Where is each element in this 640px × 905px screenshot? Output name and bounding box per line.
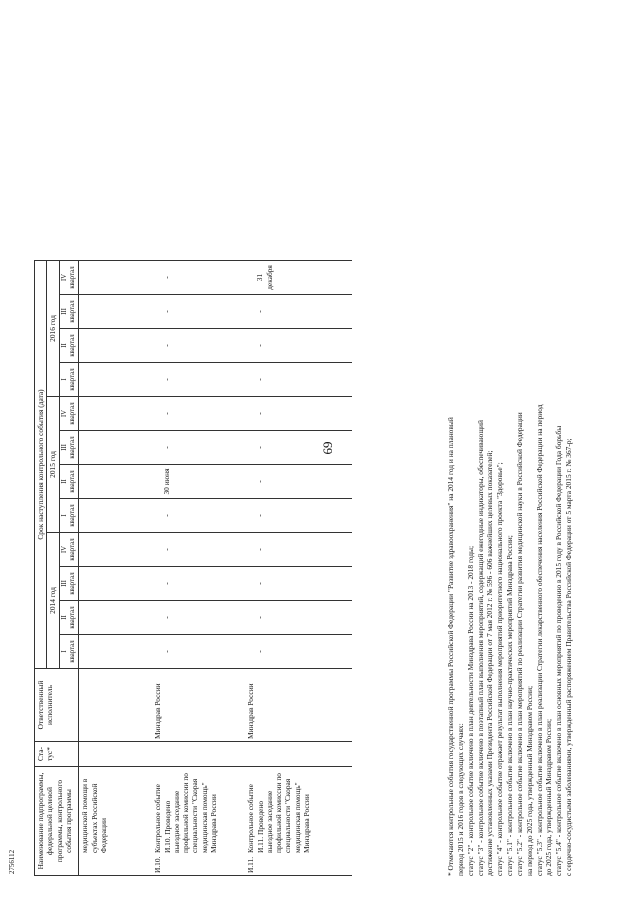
row-status bbox=[152, 742, 245, 767]
quarter-cell: - bbox=[152, 363, 245, 397]
quarter-header: I квартал bbox=[59, 635, 79, 669]
footnote-line: на период до 2025 года, утвержденный Минздравом России; bbox=[524, 685, 534, 876]
document-code: 2756112 bbox=[8, 849, 16, 875]
row-executor: Минздрав России bbox=[152, 669, 245, 742]
quarter-cell: - bbox=[245, 567, 352, 601]
row-number: И.11. bbox=[246, 856, 256, 873]
quarter-cell: - bbox=[152, 635, 245, 669]
quarter-cell: - bbox=[245, 431, 352, 465]
page-number: 69 bbox=[320, 441, 335, 455]
header-year-2016: 2016 год bbox=[47, 261, 59, 397]
footnote-line: с сердечно-сосудистыми заболеваниями, утвержденный распоряжением Правительства Российской Федерации от 5 марта 2015 г. № 367-р; bbox=[564, 438, 574, 876]
footnote-line: статус "3" - контрольное событие включено в поэтапный план выполнения мероприятий, содержащий ежегодные индикаторы, обеспечивающий bbox=[475, 420, 485, 876]
row-name: Контрольное событие И.11. Проведено выездное заседание профильной комиссии по специальности "Скорая медицинская помощь" Минздрава России bbox=[246, 773, 311, 853]
quarter-header: II квартал bbox=[59, 601, 79, 635]
quarter-cell: - bbox=[245, 601, 352, 635]
header-year-2014: 2014 год bbox=[47, 533, 59, 669]
table-row bbox=[245, 261, 352, 876]
quarter-cell: - bbox=[152, 601, 245, 635]
footnote-line: до 2025 года, утвержденный Минздравом России; bbox=[544, 718, 554, 876]
quarter-header: I квартал bbox=[59, 363, 79, 397]
quarter-header: II квартал bbox=[59, 329, 79, 363]
quarter-header: II квартал bbox=[59, 465, 79, 499]
table-row bbox=[152, 261, 245, 876]
row-number: И.10. bbox=[153, 856, 163, 873]
quarter-cell: - bbox=[152, 329, 245, 363]
quarter-header: III квартал bbox=[59, 295, 79, 329]
footnote-line: статус "5.3" - контрольное событие включено в план реализации Стратегии лекарственного обеспечения населения Российской Федерации на период bbox=[534, 404, 544, 876]
quarter-cell: - bbox=[245, 295, 352, 329]
row-status bbox=[245, 742, 352, 767]
header-executor: Ответственный исполнитель bbox=[35, 669, 79, 742]
rotated-landscape-content bbox=[34, 36, 614, 876]
footnote-line: статус "4" - контрольное событие отражает результат выполнения мероприятий приоритетного национального проекта "Здоровье"; bbox=[495, 462, 505, 876]
header-term: Срок наступления контрольного события (дата) bbox=[35, 261, 47, 669]
control-events-table bbox=[34, 260, 352, 876]
quarter-header: III квартал bbox=[59, 567, 79, 601]
quarter-header: IV квартал bbox=[59, 397, 79, 431]
quarter-cell: - bbox=[245, 363, 352, 397]
footnote-line: статус "5.4" - контрольное событие включено в план основных мероприятий по проведению в 2015 году в Российской Федерации Года борьбы bbox=[554, 425, 564, 876]
footnote-line: статус "5.2" - контрольное событие включено в план мероприятий по реализации Стратегии развития медицинской науки в Российской Федерации bbox=[514, 412, 524, 876]
quarter-cell: - bbox=[152, 499, 245, 533]
quarter-cell: - bbox=[245, 499, 352, 533]
quarter-cell: - bbox=[152, 431, 245, 465]
footnote-line: достижение установленных указами Президента Российской Федерации от 7 мая 2012 г. № 596 - 606 важнейших целевых показателей; bbox=[485, 450, 495, 876]
quarter-cell: - bbox=[152, 295, 245, 329]
footnote-line: статус "2" - контрольное событие включено в план деятельности Минздрава России на 2013 - 2018 годы; bbox=[465, 545, 475, 876]
quarter-cell: - bbox=[245, 465, 352, 499]
row-name-cell bbox=[245, 767, 352, 876]
footnote bbox=[446, 276, 574, 876]
quarter-cell: 30 июня bbox=[152, 465, 245, 499]
quarter-cell: - bbox=[245, 329, 352, 363]
quarter-cell: - bbox=[152, 261, 245, 295]
continuation-row bbox=[79, 261, 153, 876]
quarter-cell: - bbox=[152, 397, 245, 431]
quarter-cell: - bbox=[245, 397, 352, 431]
continuation-text: медицинской помощи в субъектах Российской Федерации bbox=[79, 767, 153, 876]
row-executor: Минздрав России bbox=[245, 669, 352, 742]
quarter-header: IV квартал bbox=[59, 533, 79, 567]
quarter-cell: - bbox=[152, 567, 245, 601]
quarter-header: I квартал bbox=[59, 499, 79, 533]
footnote-line: статус "5.1" - контрольное событие включено в план научно-практических мероприятий Минздрава России; bbox=[505, 535, 515, 876]
header-name: Наименование подпрограммы, федеральной целевой программы, контрольного события программы bbox=[35, 767, 79, 876]
quarter-cell: - bbox=[245, 533, 352, 567]
row-name-cell bbox=[152, 767, 245, 876]
footnote-line: * Отмечаются контрольные события государственной программы Российской Федерации "Развитие здравоохранения" на 2014 год и на плановый bbox=[446, 417, 455, 876]
quarter-cell: - bbox=[245, 635, 352, 669]
quarter-cell: 31 декабря bbox=[245, 261, 352, 295]
row-name: Контрольное событие И.10. Проведено выездное заседание профильной комиссии по специальности "Скорая медицинская помощь" Минздрава России bbox=[153, 773, 218, 853]
quarter-header: IV квартал bbox=[59, 261, 79, 295]
quarter-cell: - bbox=[152, 533, 245, 567]
quarter-header: III квартал bbox=[59, 431, 79, 465]
footnote-line: период 2015 и 2016 годов в следующих случаях: bbox=[455, 723, 465, 876]
header-status: Ста-тус* bbox=[35, 742, 79, 767]
header-year-2015: 2015 год bbox=[47, 397, 59, 533]
